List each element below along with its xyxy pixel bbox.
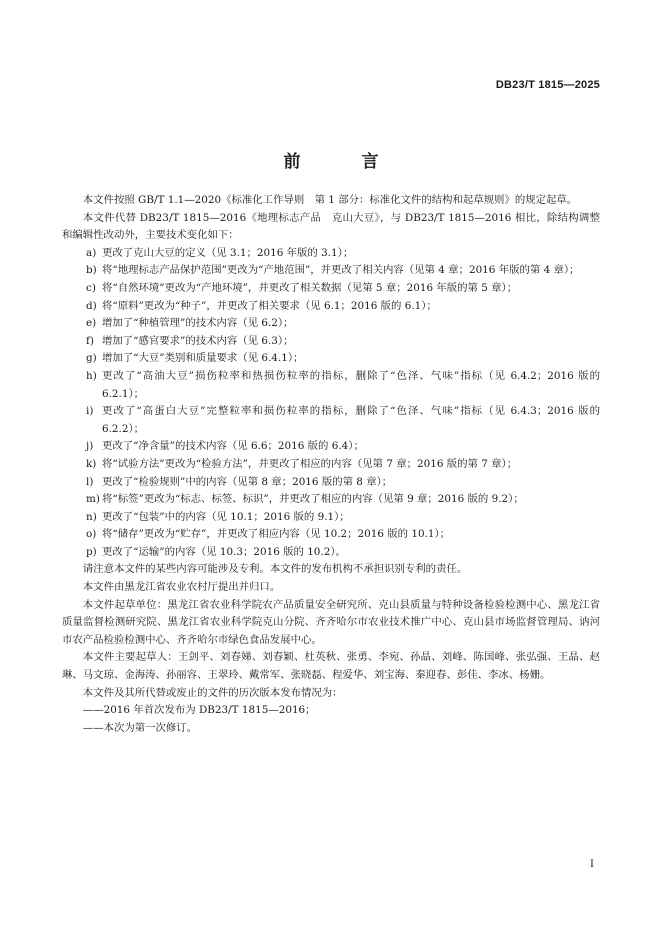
document-code: DB23/T 1815—2025 <box>495 79 600 91</box>
list-marker: g) <box>86 352 97 365</box>
list-marker: d) <box>86 299 97 312</box>
list-marker: m) <box>86 493 100 506</box>
list-item <box>62 456 600 474</box>
list-marker: j) <box>86 440 94 453</box>
list-item-text: 将“试验方法”更改为“检验方法”，并更改了相应的内容（见第 7 章；2016 版的第 7 章）； <box>102 457 518 470</box>
history-item: ——本次为第一次修订。 <box>82 721 198 734</box>
list-item <box>62 491 600 509</box>
list-item-text: 增加了“种植管理”的技术内容（见 6.2）； <box>102 317 294 330</box>
list-item-text: 将“自然环境”更改为“产地环境”，并更改了相关数据（见第 5 章；2016 年版的第 5 章）； <box>102 281 518 294</box>
foreword-body <box>62 192 600 737</box>
list-item <box>62 315 600 333</box>
list-marker: k) <box>86 457 97 470</box>
list-item-text: 将“标签”更改为“标志、标签、标识”，并更改了相应的内容（见第 9 章；2016 版的 9.2）； <box>102 493 524 506</box>
list-item-text: 更改了“运输”的内容（见 10.3；2016 版的 10.2）。 <box>102 545 346 558</box>
list-marker: h) <box>86 369 97 382</box>
list-marker: l) <box>86 475 94 488</box>
list-marker: i) <box>86 405 94 418</box>
list-item-text: 增加了“大豆”类别和质量要求（见 6.4.1）； <box>102 352 304 365</box>
list-item-text: 更改了“高蛋白大豆”完整粒率和损伤粒率的指标，删除了“色泽、气味”指标（见 6.4.3；2016 版的 6.2.2）； <box>102 405 600 435</box>
history-item: ——2016 年首次发布为 DB23/T 1815—2016； <box>82 704 316 717</box>
history-intro: 本文件及其所代替或废止的文件的历次版本发布情况为： <box>82 686 343 699</box>
list-item <box>62 544 600 562</box>
page-title: 前 言 <box>283 152 401 172</box>
list-item-text: 更改了“高油大豆”损伤粒率和热损伤粒率的指标，删除了“色泽、气味”指标（见 6.4.2；2016 版的 6.2.1）； <box>102 369 600 400</box>
patent-notice: 请注意本文件的某些内容可能涉及专利。本文件的发布机构不承担识别专利的责任。 <box>82 563 468 576</box>
list-marker: o) <box>86 528 97 541</box>
list-item <box>62 474 600 492</box>
list-item-text: 更改了“检验规则”中的内容（见第 8 章；2016 版的第 8 章）； <box>102 475 393 488</box>
list-item-text: 更改了“包装”中的内容（见 10.1；2016 版的 9.1）； <box>102 510 350 523</box>
list-item <box>62 262 600 280</box>
list-item <box>62 526 600 544</box>
list-item-text: 将“储存”更改为“贮存”，并更改了相应内容（见 10.2；2016 版的 10.1）； <box>102 528 451 541</box>
list-item <box>62 280 600 298</box>
list-item <box>62 438 600 456</box>
page-number: I <box>590 859 594 870</box>
list-item-text: 增加了“感官要求”的技术内容（见 6.3）； <box>102 334 294 347</box>
list-item-text: 将“地理标志产品保护范围”更改为“产地范围”，并更改了相关内容（见第 4 章；2016 年版的第 4 章）； <box>102 264 580 277</box>
list-item <box>62 350 600 368</box>
list-item-text: 将“原料”更改为“种子”，并更改了相关要求（见 6.1；2016 版的 6.1）； <box>102 299 437 312</box>
drafters: 本文件主要起草人：王剑平、刘春娣、刘春颖、杜英秋、张勇、李宛、孙晶、刘峰、陈国峰、张弘强、王晶、赵琳、马文琼、金海涛、孙丽容、王翠玲、戴常军、张晓磊、程爱华、刘宝海、秦迎春、彭佳、李冰、杨姗。 <box>62 651 600 682</box>
list-item <box>62 509 600 527</box>
list-marker: n) <box>86 510 97 523</box>
drafting-units: 本文件起草单位：黑龙江省农业科学院农产品质量安全研究所、克山县质量与特种设备检验检测中心、黑龙江省质量监督检测研究院、黑龙江省农业科学院克山分院、齐齐哈尔市农业技术推广中心、克山县市场监督管理局、讷河市农产品检验检测中心、齐齐哈尔市绿色食品发展中心。 <box>62 598 600 646</box>
list-item <box>62 333 600 351</box>
intro-paragraph-1: 本文件按照 GB/T 1.1—2020《标准化工作导则 第 1 部分：标准化文件的结构和起草规则》的规定起草。 <box>82 194 578 206</box>
list-marker: a) <box>86 246 97 259</box>
list-item <box>62 245 600 263</box>
list-item <box>62 298 600 316</box>
list-item-text: 更改了克山大豆的定义（见 3.1；2016 年版的 3.1）； <box>102 246 354 259</box>
changes-list <box>62 245 600 562</box>
list-marker: f) <box>86 334 94 347</box>
list-item-text: 更改了“净含量”的技术内容（见 6.6；2016 版的 6.4）； <box>102 440 364 453</box>
list-marker: b) <box>86 264 97 277</box>
list-item <box>62 403 600 438</box>
list-marker: p) <box>86 545 97 558</box>
list-item <box>62 368 600 403</box>
list-marker: e) <box>86 317 97 330</box>
list-marker: c) <box>86 281 96 294</box>
intro-paragraph-2: 本文件代替 DB23/T 1815—2016《地理标志产品 克山大豆》，与 DB23/T 1815—2016 相比，除结构调整和编辑性改动外，主要技术变化如下： <box>62 211 600 242</box>
proposer-statement: 本文件由黑龙江省农业农村厅提出并归口。 <box>82 581 281 594</box>
